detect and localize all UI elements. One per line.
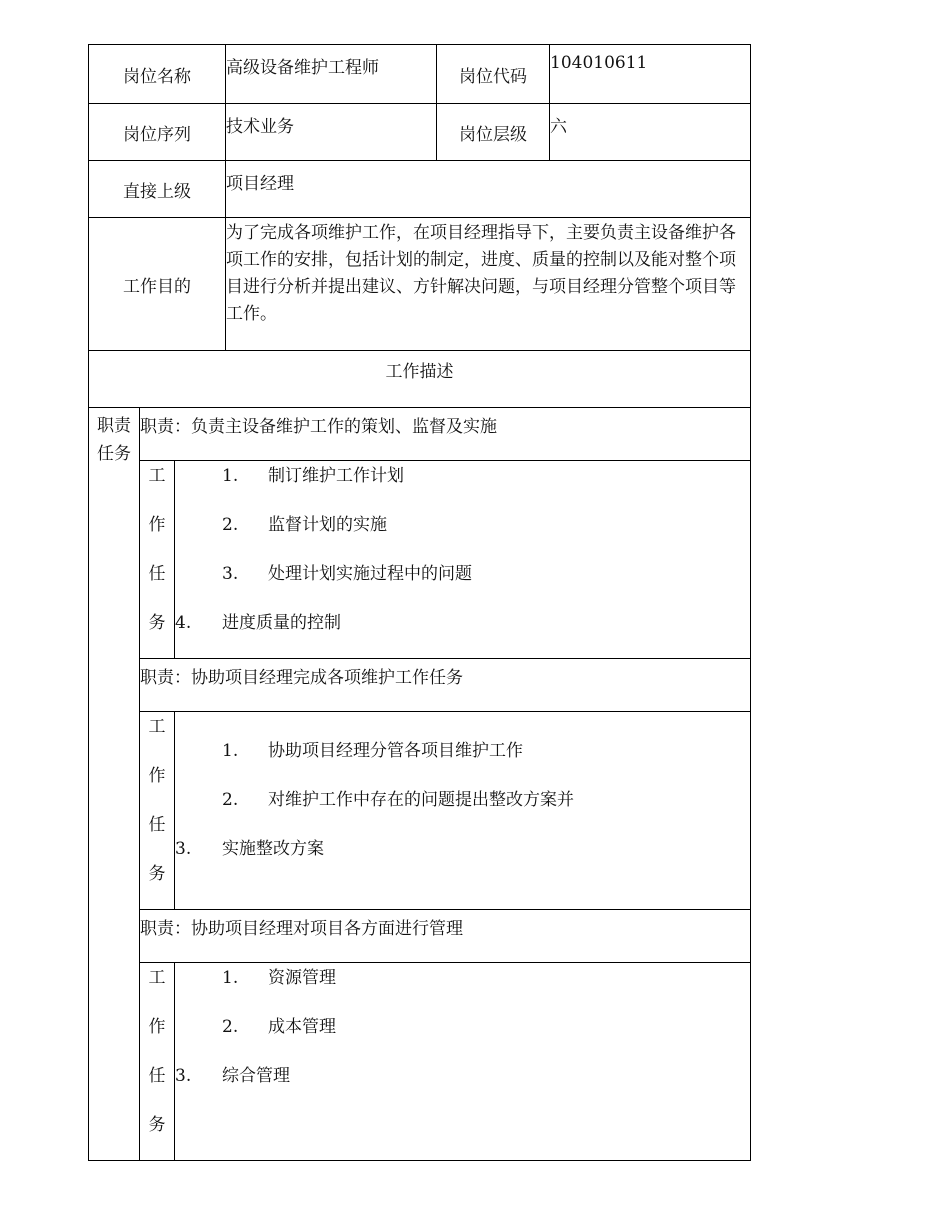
duty-category-label: 职责任务	[89, 408, 140, 1161]
duty-title-2: 职责：协助项目经理完成各项维护工作任务	[140, 659, 751, 712]
job-table	[88, 44, 751, 1161]
section-title: 工作描述	[89, 351, 751, 408]
task-label-1: 工 作 任 务	[140, 461, 175, 659]
level-label: 岗位层级	[437, 104, 550, 161]
task-item: 3. 综合管理	[175, 1066, 290, 1086]
position-name-value: 高级设备维护工程师	[226, 45, 437, 104]
task-label-2: 工 作 任 务	[140, 712, 175, 910]
sequence-label: 岗位序列	[89, 104, 226, 161]
task-item: 2. 成本管理	[222, 1017, 336, 1037]
task-item: 3. 处理计划实施过程中的问题	[222, 564, 472, 584]
task-item: 1. 协助项目经理分管各项目维护工作	[222, 741, 523, 761]
supervisor-label: 直接上级	[89, 161, 226, 218]
duty-title-3: 职责：协助项目经理对项目各方面进行管理	[140, 910, 751, 963]
purpose-label: 工作目的	[89, 218, 226, 351]
task-item: 2. 监督计划的实施	[222, 515, 387, 535]
position-code-value: 104010611	[550, 45, 751, 104]
job-description-form	[88, 44, 750, 1161]
task-list-3	[175, 963, 751, 1161]
task-item: 1. 制订维护工作计划	[222, 466, 404, 486]
duty-title-1: 职责：负责主设备维护工作的策划、监督及实施	[140, 408, 751, 461]
position-code-label: 岗位代码	[437, 45, 550, 104]
task-item: 2. 对维护工作中存在的问题提出整改方案并	[222, 790, 574, 810]
level-value: 六	[550, 104, 751, 161]
task-item: 3. 实施整改方案	[175, 839, 324, 859]
supervisor-value: 项目经理	[226, 161, 751, 218]
purpose-text: 为了完成各项维护工作，在项目经理指导下，主要负责主设备维护各项工作的安排，包括计划的制定，进度、质量的控制以及能对整个项目进行分析并提出建议、方针解决问题，与项目经理分管整个项目等工作。	[226, 218, 751, 351]
sequence-value: 技术业务	[226, 104, 437, 161]
task-item: 1. 资源管理	[222, 968, 336, 988]
task-label-3: 工 作 任 务	[140, 963, 175, 1161]
task-item: 4. 进度质量的控制	[175, 613, 341, 633]
task-list-2	[175, 712, 751, 910]
task-list-1	[175, 461, 751, 659]
position-name-label: 岗位名称	[89, 45, 226, 104]
